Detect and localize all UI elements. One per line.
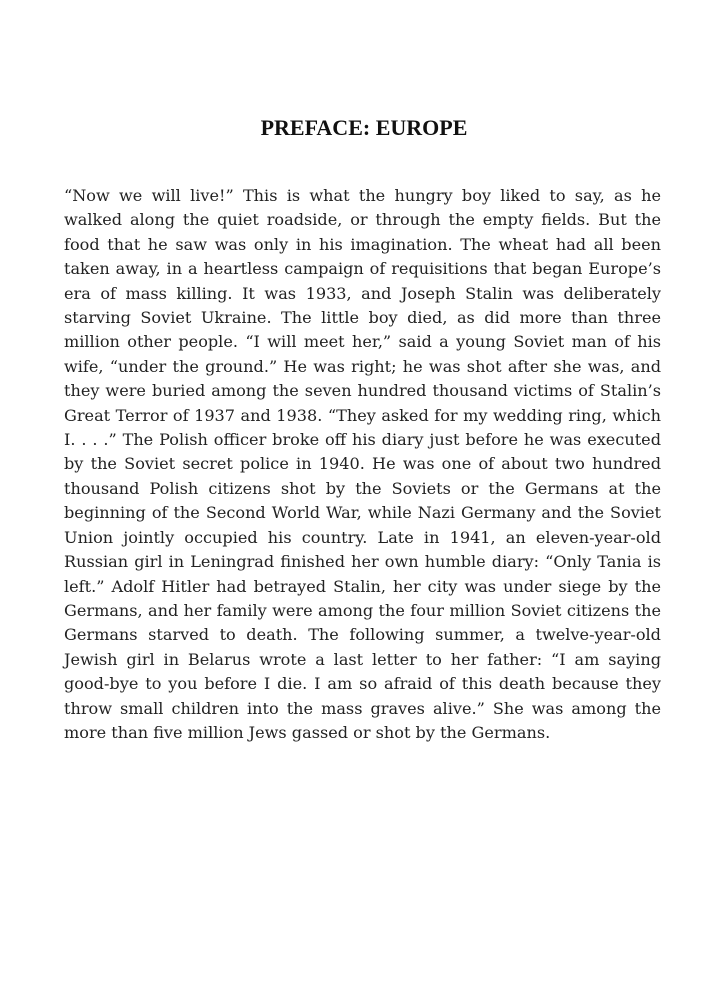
body-paragraph: “Now we will live!” This is what the hungry boy liked to say, as he walked along the quiet roadside, or through the empty fields. But the food that he saw was only in his imagination. The wheat had all been taken away, in a heartless campaign of requisitions that began Europe’s era of mass killing. It was 1933, and Joseph Stalin was deliberately starving Soviet Ukraine. The little boy died, as did more than three million other people. “I will meet her,” said a young Soviet man of his wife, “under the ground.” He was right; he was shot after she was, and they were buried among the seven hundred thousand victims of Stalin’s Great Terror of 1937 and 1938. “They asked for my wedding ring, which I. . . .” The Polish officer broke off his diary just before he was executed by the Soviet secret police in 1940. He was one of about two hundred thousand Polish citizens shot by the Soviets or the Germans at the beginning of the Second World War, while Nazi Germany and the Soviet Union jointly occupied his country. Late in 1941, an eleven-year-old Russian girl in Leningrad finished her own humble diary: “Only Tania is left.” Adolf Hitler had betrayed Stalin, her city was under siege by the Germans, and her family were among the four million Soviet citizens the Germans starved to death. The following summer, a twelve-year-old Jewish girl in Belarus wrote a last letter to her father: “I am saying good-bye to you before I die. I am so afraid of this death because they throw small children into the mass graves alive.” She was among the more than five million Jews gassed or shot by the Germans.: [64, 186, 661, 742]
chapter-title: PREFACE: EUROPE: [260, 115, 468, 140]
